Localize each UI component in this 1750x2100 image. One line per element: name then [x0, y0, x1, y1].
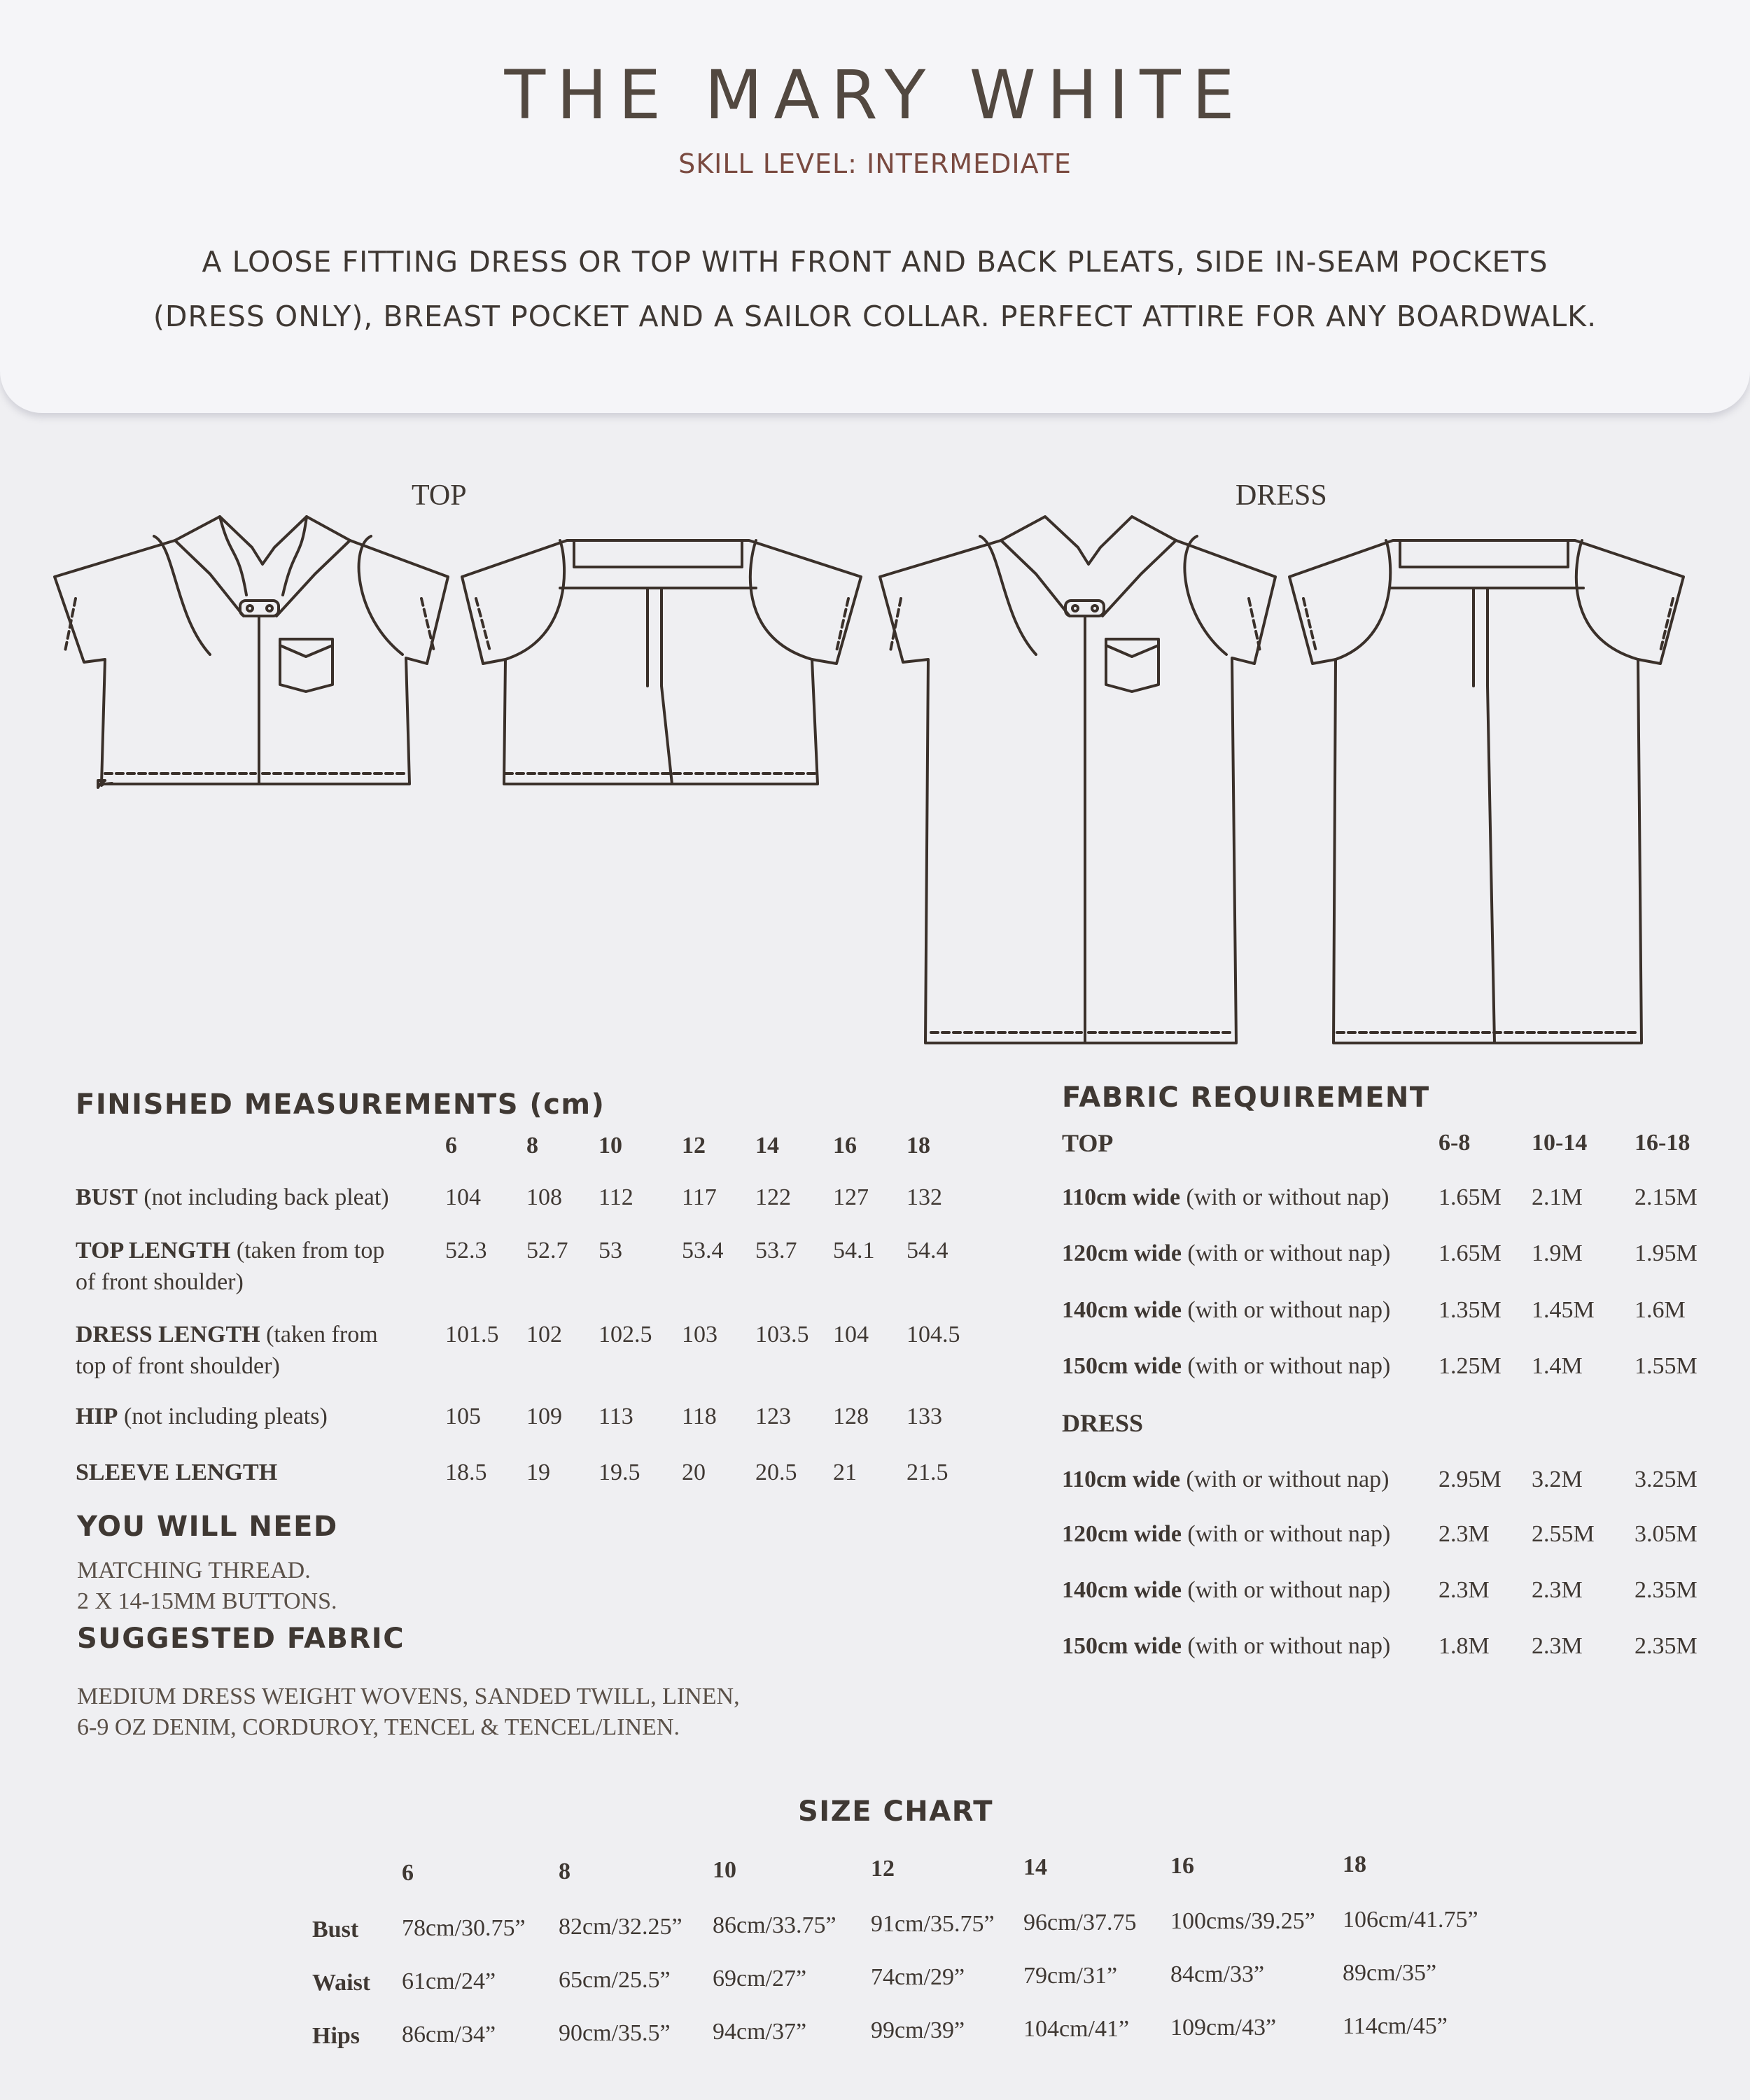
size-header: 18: [906, 1133, 930, 1158]
value: 69cm/27”: [713, 1966, 807, 1991]
value: 104: [445, 1184, 481, 1210]
value: 18.5: [445, 1460, 487, 1485]
size-header: 8: [526, 1133, 538, 1158]
value: 132: [906, 1184, 942, 1210]
top-label: TOP: [412, 479, 467, 512]
fabric-line: MEDIUM DRESS WEIGHT WOVENS, SANDED TWILL, LINEN,: [77, 1684, 740, 1709]
need-item: 2 X 14-15MM BUTTONS.: [77, 1588, 337, 1614]
value: 65cm/25.5”: [559, 1967, 671, 1993]
value: 2.15M: [1634, 1184, 1698, 1210]
value: 117: [682, 1184, 717, 1210]
header-flap: [0, 0, 1750, 413]
dress-label: DRESS: [1236, 479, 1327, 512]
value: 128: [833, 1404, 869, 1429]
suggested-fabric-text: [77, 1681, 740, 1743]
value: 82cm/32.25”: [559, 1914, 682, 1940]
value: 118: [682, 1404, 717, 1429]
row-label-cont: top of front shoulder): [76, 1353, 280, 1379]
value: 3.25M: [1634, 1466, 1698, 1492]
value: 53.4: [682, 1238, 724, 1264]
value: 103.5: [755, 1322, 809, 1348]
value: 74cm/29”: [871, 1964, 965, 1990]
value: 100cms/39.25”: [1170, 1908, 1315, 1934]
value: 109: [526, 1404, 562, 1429]
description-line: A LOOSE FITTING DRESS OR TOP WITH FRONT AND BACK PLEATS, SIDE IN-SEAM POCKETS: [202, 245, 1548, 279]
value: 53: [598, 1238, 622, 1264]
value: 106cm/41.75”: [1343, 1907, 1478, 1933]
value: 90cm/35.5”: [559, 2020, 671, 2046]
size-header: 16: [1170, 1853, 1194, 1879]
size-header: 8: [559, 1858, 570, 1884]
row-label: DRESS LENGTH (taken from: [76, 1322, 378, 1348]
description-line: (DRESS ONLY), BREAST POCKET AND A SAILOR COLLAR. PERFECT ATTIRE FOR ANY BOARDWALK.: [153, 300, 1597, 333]
value: 103: [682, 1322, 718, 1348]
pattern-title: THE MARY WHITE: [504, 56, 1246, 134]
size-header: 10: [713, 1857, 736, 1883]
value: 1.25M: [1438, 1353, 1502, 1379]
value: 86cm/34”: [402, 2022, 496, 2047]
value: 101.5: [445, 1322, 499, 1348]
value: 133: [906, 1404, 942, 1429]
dress-back-illustration: [1289, 540, 1684, 1043]
row-label: TOP LENGTH (taken from top: [76, 1238, 385, 1264]
requirement-dress-label: DRESS: [1062, 1409, 1144, 1437]
you-will-need-heading: YOU WILL NEED: [77, 1511, 338, 1543]
value: 104: [833, 1322, 869, 1348]
row-label: 140cm wide (with or without nap): [1062, 1297, 1391, 1323]
value: 20.5: [755, 1460, 797, 1485]
value: 104.5: [906, 1322, 960, 1348]
value: 19: [526, 1460, 550, 1485]
dress-front-illustration: [880, 517, 1275, 1043]
need-item: MATCHING THREAD.: [77, 1558, 311, 1583]
row-label: Hips: [312, 2023, 360, 2049]
value: 91cm/35.75”: [871, 1911, 995, 1937]
value: 113: [598, 1404, 634, 1429]
value: 54.1: [833, 1238, 875, 1264]
value: 2.3M: [1532, 1577, 1583, 1603]
value: 52.3: [445, 1238, 487, 1264]
value: 114cm/45”: [1343, 2013, 1448, 2039]
value: 3.05M: [1634, 1521, 1698, 1547]
value: 86cm/33.75”: [713, 1912, 836, 1938]
size-header: 14: [1023, 1854, 1047, 1880]
size-chart-heading: SIZE CHART: [798, 1795, 994, 1828]
row-label: 120cm wide (with or without nap): [1062, 1240, 1391, 1266]
value: 52.7: [526, 1238, 568, 1264]
size-header: 12: [682, 1133, 706, 1158]
size-header: 6: [402, 1860, 414, 1886]
value: 20: [682, 1460, 706, 1485]
row-label: BUST (not including back pleat): [76, 1184, 389, 1210]
value: 89cm/35”: [1343, 1960, 1437, 1986]
size-header: 12: [871, 1856, 895, 1882]
value: 127: [833, 1184, 869, 1210]
value: 99cm/39”: [871, 2017, 965, 2043]
value: 1.65M: [1438, 1184, 1502, 1210]
fabric-line: 6-9 OZ DENIM, CORDUROY, TENCEL & TENCEL/LINEN.: [77, 1714, 680, 1740]
value: 78cm/30.75”: [402, 1915, 526, 1941]
value: 53.7: [755, 1238, 797, 1264]
value: 1.45M: [1532, 1297, 1595, 1323]
row-label: 140cm wide (with or without nap): [1062, 1577, 1391, 1603]
row-label: 110cm wide (with or without nap): [1062, 1184, 1390, 1210]
value: 94cm/37”: [713, 2019, 807, 2045]
value: 2.55M: [1532, 1521, 1595, 1547]
value: 61cm/24”: [402, 1968, 496, 1994]
row-label: 150cm wide (with or without nap): [1062, 1353, 1391, 1379]
value: 2.3M: [1438, 1577, 1490, 1603]
value: 2.95M: [1438, 1466, 1502, 1492]
value: 21.5: [906, 1460, 948, 1485]
row-label: 120cm wide (with or without nap): [1062, 1521, 1391, 1547]
value: 108: [526, 1184, 562, 1210]
value: 109cm/43”: [1170, 2015, 1277, 2040]
value: 1.95M: [1634, 1240, 1698, 1266]
value: 102: [526, 1322, 562, 1348]
value: 79cm/31”: [1023, 1963, 1118, 1989]
value: 96cm/37.75: [1023, 1910, 1137, 1935]
finished-measurements-heading: FINISHED MEASUREMENTS (cm): [76, 1088, 606, 1121]
you-will-need-list: [77, 1555, 337, 1617]
value: 102.5: [598, 1322, 652, 1348]
value: 1.35M: [1438, 1297, 1502, 1323]
suggested-fabric-heading: SUGGESTED FABRIC: [77, 1623, 405, 1655]
size-header: 14: [755, 1133, 779, 1158]
value: 1.6M: [1634, 1297, 1686, 1323]
size-header: 16: [833, 1133, 857, 1158]
skill-level: SKILL LEVEL: INTERMEDIATE: [678, 148, 1072, 179]
row-label: Waist: [312, 1970, 371, 1996]
row-label: SLEEVE LENGTH: [76, 1460, 278, 1485]
requirement-top-label: TOP: [1062, 1129, 1114, 1157]
size-header: 10: [598, 1133, 622, 1158]
value: 1.8M: [1438, 1633, 1490, 1659]
value: 2.1M: [1532, 1184, 1583, 1210]
row-label: 150cm wide (with or without nap): [1062, 1633, 1391, 1659]
row-label: Bust: [312, 1917, 359, 1942]
garment-illustrations: [0, 504, 1750, 1050]
fabric-requirement-heading: FABRIC REQUIREMENT: [1062, 1082, 1430, 1114]
size-header: 18: [1343, 1851, 1366, 1877]
value: 19.5: [598, 1460, 640, 1485]
value: 104cm/41”: [1023, 2016, 1130, 2042]
req-size-header: 6-8: [1438, 1130, 1471, 1156]
value: 1.4M: [1532, 1353, 1583, 1379]
top-front-illustration: [55, 517, 448, 788]
value: 2.35M: [1634, 1577, 1698, 1603]
value: 84cm/33”: [1170, 1961, 1265, 1987]
size-header: 6: [445, 1133, 457, 1158]
value: 105: [445, 1404, 481, 1429]
top-back-illustration: [462, 540, 861, 784]
row-label-cont: of front shoulder): [76, 1269, 244, 1295]
value: 2.3M: [1532, 1633, 1583, 1659]
value: 2.3M: [1438, 1521, 1490, 1547]
req-size-header: 16-18: [1634, 1130, 1690, 1156]
value: 1.9M: [1532, 1240, 1583, 1266]
value: 123: [755, 1404, 791, 1429]
value: 2.35M: [1634, 1633, 1698, 1659]
value: 1.65M: [1438, 1240, 1502, 1266]
value: 21: [833, 1460, 857, 1485]
value: 112: [598, 1184, 634, 1210]
req-size-header: 10-14: [1532, 1130, 1588, 1156]
value: 122: [755, 1184, 791, 1210]
value: 1.55M: [1634, 1353, 1698, 1379]
value: 3.2M: [1532, 1466, 1583, 1492]
row-label: 110cm wide (with or without nap): [1062, 1466, 1390, 1492]
row-label: HIP (not including pleats): [76, 1404, 328, 1429]
pattern-description: [105, 234, 1645, 344]
value: 54.4: [906, 1238, 948, 1264]
